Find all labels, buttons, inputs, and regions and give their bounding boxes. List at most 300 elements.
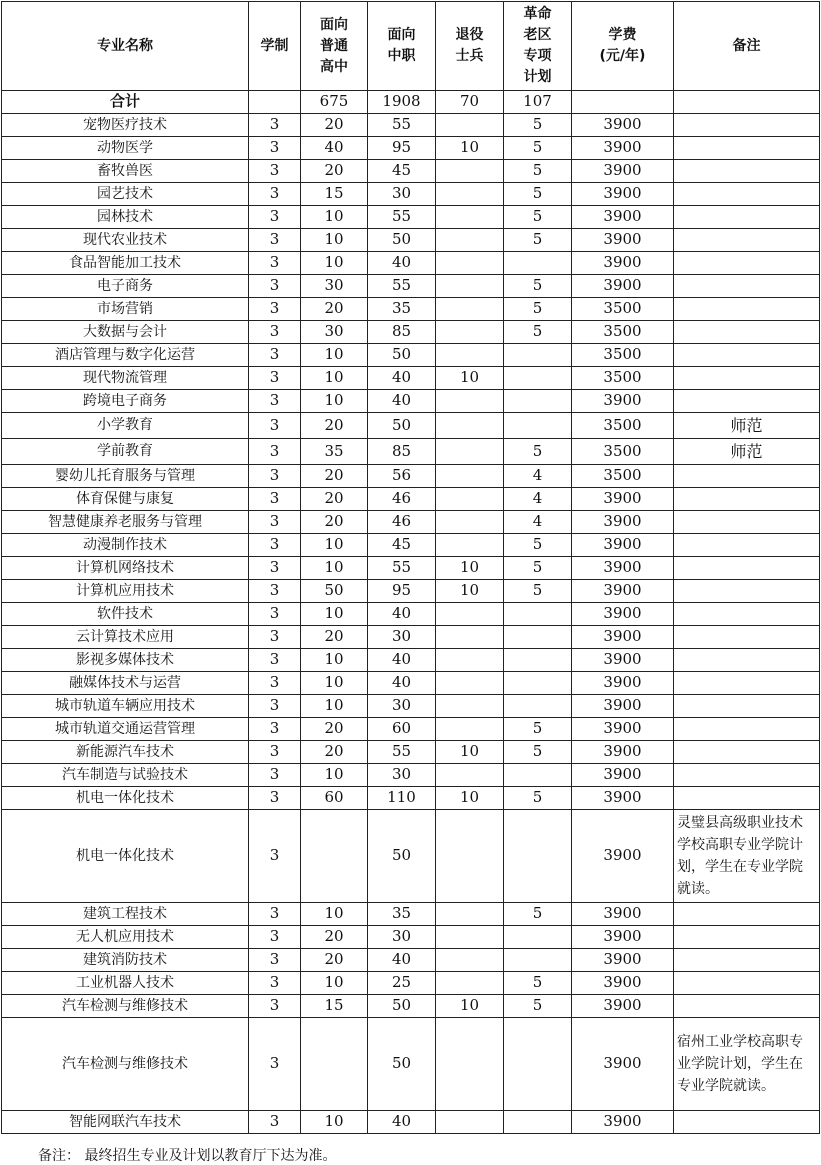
veterans-cell	[436, 344, 504, 367]
veterans-cell	[436, 972, 504, 995]
veterans-cell	[436, 229, 504, 252]
gaokao-cell: 10	[301, 206, 368, 229]
gaokao-cell: 10	[301, 672, 368, 695]
tuition-cell: 3900	[572, 626, 674, 649]
tuition-cell: 3900	[572, 488, 674, 511]
revolutionary-area-cell	[504, 603, 572, 626]
revolutionary-area-cell	[504, 626, 572, 649]
years-cell: 3	[249, 672, 301, 695]
major-name-cell: 动漫制作技术	[2, 534, 249, 557]
header-gaokao: 面向 普通 高中	[301, 2, 368, 91]
revolutionary-area-cell: 5	[504, 183, 572, 206]
gaokao-cell: 35	[301, 439, 368, 465]
zhongzhi-cell: 50	[368, 344, 436, 367]
years-cell: 3	[249, 275, 301, 298]
revolutionary-area-cell	[504, 764, 572, 787]
revolutionary-area-cell: 5	[504, 229, 572, 252]
years-cell: 3	[249, 160, 301, 183]
zhongzhi-cell: 50	[368, 229, 436, 252]
major-name-cell: 汽车检测与维修技术	[2, 995, 249, 1018]
total-years	[249, 91, 301, 114]
note-cell	[674, 298, 820, 321]
revolutionary-area-cell: 5	[504, 298, 572, 321]
veterans-cell	[436, 160, 504, 183]
enrollment-plan-table	[1, 1, 820, 1134]
revolutionary-area-cell: 5	[504, 972, 572, 995]
tuition-cell: 3900	[572, 206, 674, 229]
zhongzhi-cell: 30	[368, 183, 436, 206]
header-note: 备注	[674, 2, 820, 91]
table-row	[2, 926, 820, 949]
tuition-cell: 3900	[572, 672, 674, 695]
gaokao-cell: 20	[301, 465, 368, 488]
zhongzhi-cell: 50	[368, 995, 436, 1018]
gaokao-cell: 20	[301, 114, 368, 137]
years-cell: 3	[249, 390, 301, 413]
veterans-cell: 10	[436, 557, 504, 580]
note-cell	[674, 741, 820, 764]
tuition-cell: 3900	[572, 649, 674, 672]
table-row	[2, 183, 820, 206]
years-cell: 3	[249, 534, 301, 557]
years-cell: 3	[249, 321, 301, 344]
revolutionary-area-cell: 5	[504, 580, 572, 603]
table-row	[2, 390, 820, 413]
table-row	[2, 672, 820, 695]
zhongzhi-cell: 35	[368, 903, 436, 926]
gaokao-cell: 30	[301, 321, 368, 344]
gaokao-cell: 20	[301, 160, 368, 183]
zhongzhi-cell: 55	[368, 557, 436, 580]
tuition-cell: 3500	[572, 439, 674, 465]
tuition-cell: 3900	[572, 995, 674, 1018]
enrollment-table-container	[1, 1, 820, 1134]
major-name-cell: 计算机网络技术	[2, 557, 249, 580]
gaokao-cell: 20	[301, 298, 368, 321]
years-cell: 3	[249, 557, 301, 580]
veterans-cell	[436, 649, 504, 672]
header-zhongzhi: 面向 中职	[368, 2, 436, 91]
total-tuition	[572, 91, 674, 114]
note-cell	[674, 972, 820, 995]
table-row	[2, 949, 820, 972]
gaokao-cell: 10	[301, 603, 368, 626]
veterans-cell	[436, 511, 504, 534]
note-cell	[674, 926, 820, 949]
note-cell	[674, 534, 820, 557]
gaokao-cell: 30	[301, 275, 368, 298]
zhongzhi-cell: 40	[368, 367, 436, 390]
years-cell: 3	[249, 580, 301, 603]
zhongzhi-cell: 46	[368, 488, 436, 511]
note-cell	[674, 114, 820, 137]
tuition-cell: 3900	[572, 160, 674, 183]
major-name-cell: 宠物医疗技术	[2, 114, 249, 137]
major-name-cell: 大数据与会计	[2, 321, 249, 344]
zhongzhi-cell: 85	[368, 321, 436, 344]
revolutionary-area-cell: 5	[504, 439, 572, 465]
total-note	[674, 91, 820, 114]
years-cell: 3	[249, 626, 301, 649]
table-row	[2, 810, 820, 903]
tuition-cell: 3900	[572, 787, 674, 810]
revolutionary-area-cell: 5	[504, 741, 572, 764]
zhongzhi-cell: 40	[368, 672, 436, 695]
zhongzhi-cell: 46	[368, 511, 436, 534]
major-name-cell: 畜牧兽医	[2, 160, 249, 183]
years-cell: 3	[249, 229, 301, 252]
gaokao-cell: 15	[301, 183, 368, 206]
tuition-cell: 3900	[572, 903, 674, 926]
zhongzhi-cell: 35	[368, 298, 436, 321]
tuition-cell: 3900	[572, 390, 674, 413]
zhongzhi-cell: 40	[368, 603, 436, 626]
gaokao-cell: 20	[301, 413, 368, 439]
revolutionary-area-cell	[504, 252, 572, 275]
revolutionary-area-cell	[504, 367, 572, 390]
major-name-cell: 婴幼儿托育服务与管理	[2, 465, 249, 488]
veterans-cell	[436, 810, 504, 903]
table-row	[2, 137, 820, 160]
tuition-cell: 3900	[572, 534, 674, 557]
veterans-cell	[436, 626, 504, 649]
header-tuition: 学费 (元/年)	[572, 2, 674, 91]
table-row	[2, 344, 820, 367]
revolutionary-area-cell: 4	[504, 488, 572, 511]
tuition-cell: 3900	[572, 741, 674, 764]
total-zhongzhi: 1908	[368, 91, 436, 114]
table-row	[2, 1018, 820, 1111]
gaokao-cell	[301, 810, 368, 903]
zhongzhi-cell: 56	[368, 465, 436, 488]
tuition-cell: 3900	[572, 183, 674, 206]
revolutionary-area-cell	[504, 1018, 572, 1111]
table-row	[2, 465, 820, 488]
major-name-cell: 机电一体化技术	[2, 810, 249, 903]
revolutionary-area-cell	[504, 1111, 572, 1134]
major-name-cell: 体育保健与康复	[2, 488, 249, 511]
zhongzhi-cell: 30	[368, 764, 436, 787]
table-row	[2, 275, 820, 298]
revolutionary-area-cell: 5	[504, 275, 572, 298]
table-row	[2, 114, 820, 137]
veterans-cell	[436, 903, 504, 926]
revolutionary-area-cell: 5	[504, 534, 572, 557]
table-row	[2, 206, 820, 229]
tuition-cell: 3500	[572, 367, 674, 390]
gaokao-cell: 60	[301, 787, 368, 810]
major-name-cell: 动物医学	[2, 137, 249, 160]
table-row	[2, 534, 820, 557]
veterans-cell	[436, 183, 504, 206]
years-cell: 3	[249, 926, 301, 949]
table-row	[2, 787, 820, 810]
veterans-cell: 10	[436, 787, 504, 810]
table-row	[2, 511, 820, 534]
years-cell: 3	[249, 603, 301, 626]
years-cell: 3	[249, 764, 301, 787]
major-name-cell: 智能网联汽车技术	[2, 1111, 249, 1134]
years-cell: 3	[249, 695, 301, 718]
years-cell: 3	[249, 252, 301, 275]
major-name-cell: 建筑消防技术	[2, 949, 249, 972]
note-cell	[674, 511, 820, 534]
note-cell	[674, 787, 820, 810]
gaokao-cell: 20	[301, 511, 368, 534]
veterans-cell	[436, 926, 504, 949]
tuition-cell: 3900	[572, 972, 674, 995]
major-name-cell: 建筑工程技术	[2, 903, 249, 926]
revolutionary-area-cell: 4	[504, 465, 572, 488]
tuition-cell: 3900	[572, 114, 674, 137]
years-cell: 3	[249, 367, 301, 390]
note-cell	[674, 949, 820, 972]
note-cell	[674, 557, 820, 580]
tuition-cell: 3500	[572, 465, 674, 488]
table-row	[2, 764, 820, 787]
revolutionary-area-cell: 5	[504, 160, 572, 183]
tuition-cell: 3900	[572, 949, 674, 972]
veterans-cell	[436, 764, 504, 787]
gaokao-cell: 10	[301, 903, 368, 926]
major-name-cell: 机电一体化技术	[2, 787, 249, 810]
years-cell: 3	[249, 949, 301, 972]
years-cell: 3	[249, 903, 301, 926]
note-cell	[674, 695, 820, 718]
gaokao-cell: 20	[301, 926, 368, 949]
note-cell	[674, 465, 820, 488]
note-cell	[674, 580, 820, 603]
revolutionary-area-cell	[504, 695, 572, 718]
veterans-cell	[436, 949, 504, 972]
note-cell	[674, 321, 820, 344]
zhongzhi-cell: 30	[368, 626, 436, 649]
years-cell: 3	[249, 183, 301, 206]
tuition-cell: 3900	[572, 764, 674, 787]
revolutionary-area-cell	[504, 344, 572, 367]
major-name-cell: 酒店管理与数字化运营	[2, 344, 249, 367]
tuition-cell: 3900	[572, 603, 674, 626]
table-row	[2, 229, 820, 252]
zhongzhi-cell: 40	[368, 949, 436, 972]
revolutionary-area-cell	[504, 810, 572, 903]
gaokao-cell: 10	[301, 557, 368, 580]
total-label: 合计	[2, 91, 249, 114]
revolutionary-area-cell: 5	[504, 206, 572, 229]
gaokao-cell: 20	[301, 741, 368, 764]
gaokao-cell: 20	[301, 626, 368, 649]
years-cell: 3	[249, 972, 301, 995]
major-name-cell: 城市轨道交通运营管理	[2, 718, 249, 741]
gaokao-cell: 10	[301, 367, 368, 390]
years-cell: 3	[249, 344, 301, 367]
gaokao-cell	[301, 1018, 368, 1111]
table-row	[2, 580, 820, 603]
years-cell: 3	[249, 465, 301, 488]
tuition-cell: 3900	[572, 229, 674, 252]
revolutionary-area-cell: 5	[504, 557, 572, 580]
tuition-cell: 3900	[572, 718, 674, 741]
note-cell	[674, 718, 820, 741]
major-name-cell: 智慧健康养老服务与管理	[2, 511, 249, 534]
tuition-cell: 3500	[572, 321, 674, 344]
zhongzhi-cell: 110	[368, 787, 436, 810]
revolutionary-area-cell: 5	[504, 114, 572, 137]
zhongzhi-cell: 45	[368, 534, 436, 557]
table-row	[2, 741, 820, 764]
footer-note: 备注： 最终招生专业及计划以教育厅下达为准。	[38, 1148, 337, 1164]
gaokao-cell: 10	[301, 1111, 368, 1134]
note-cell	[674, 252, 820, 275]
table-row	[2, 972, 820, 995]
veterans-cell	[436, 534, 504, 557]
major-name-cell: 园艺技术	[2, 183, 249, 206]
table-row	[2, 626, 820, 649]
years-cell: 3	[249, 995, 301, 1018]
major-name-cell: 现代农业技术	[2, 229, 249, 252]
zhongzhi-cell: 55	[368, 275, 436, 298]
years-cell: 3	[249, 439, 301, 465]
major-name-cell: 云计算技术应用	[2, 626, 249, 649]
zhongzhi-cell: 95	[368, 580, 436, 603]
total-gaokao: 675	[301, 91, 368, 114]
zhongzhi-cell: 60	[368, 718, 436, 741]
major-name-cell: 汽车制造与试验技术	[2, 764, 249, 787]
note-cell	[674, 603, 820, 626]
veterans-cell	[436, 298, 504, 321]
table-row	[2, 649, 820, 672]
revolutionary-area-cell	[504, 390, 572, 413]
major-name-cell: 无人机应用技术	[2, 926, 249, 949]
note-cell	[674, 488, 820, 511]
veterans-cell	[436, 321, 504, 344]
note-cell	[674, 1111, 820, 1134]
tuition-cell: 3500	[572, 413, 674, 439]
gaokao-cell: 10	[301, 972, 368, 995]
gaokao-cell: 20	[301, 949, 368, 972]
tuition-cell: 3900	[572, 1018, 674, 1111]
zhongzhi-cell: 50	[368, 1018, 436, 1111]
total-veterans: 70	[436, 91, 504, 114]
years-cell: 3	[249, 488, 301, 511]
zhongzhi-cell: 50	[368, 413, 436, 439]
veterans-cell	[436, 603, 504, 626]
zhongzhi-cell: 40	[368, 252, 436, 275]
veterans-cell: 10	[436, 995, 504, 1018]
revolutionary-area-cell: 5	[504, 137, 572, 160]
table-row	[2, 367, 820, 390]
years-cell: 3	[249, 649, 301, 672]
note-cell	[674, 672, 820, 695]
years-cell: 3	[249, 114, 301, 137]
zhongzhi-cell: 30	[368, 926, 436, 949]
tuition-cell: 3900	[572, 511, 674, 534]
header-major-name: 专业名称	[2, 2, 249, 91]
years-cell: 3	[249, 718, 301, 741]
table-row	[2, 695, 820, 718]
revolutionary-area-cell: 5	[504, 718, 572, 741]
gaokao-cell: 40	[301, 137, 368, 160]
gaokao-cell: 50	[301, 580, 368, 603]
veterans-cell	[436, 695, 504, 718]
veterans-cell	[436, 672, 504, 695]
major-name-cell: 融媒体技术与运营	[2, 672, 249, 695]
gaokao-cell: 20	[301, 488, 368, 511]
zhongzhi-cell: 40	[368, 649, 436, 672]
table-row	[2, 439, 820, 465]
major-name-cell: 新能源汽车技术	[2, 741, 249, 764]
revolutionary-area-cell: 5	[504, 321, 572, 344]
zhongzhi-cell: 40	[368, 390, 436, 413]
years-cell: 3	[249, 298, 301, 321]
major-name-cell: 影视多媒体技术	[2, 649, 249, 672]
table-row	[2, 252, 820, 275]
veterans-cell	[436, 488, 504, 511]
gaokao-cell: 10	[301, 229, 368, 252]
gaokao-cell: 20	[301, 718, 368, 741]
gaokao-cell: 10	[301, 534, 368, 557]
table-row	[2, 603, 820, 626]
zhongzhi-cell: 85	[368, 439, 436, 465]
revolutionary-area-cell: 5	[504, 787, 572, 810]
note-cell	[674, 626, 820, 649]
revolutionary-area-cell	[504, 413, 572, 439]
table-row	[2, 995, 820, 1018]
veterans-cell	[436, 206, 504, 229]
veterans-cell	[436, 390, 504, 413]
major-name-cell: 跨境电子商务	[2, 390, 249, 413]
major-name-cell: 计算机应用技术	[2, 580, 249, 603]
note-cell	[674, 183, 820, 206]
veterans-cell	[436, 275, 504, 298]
gaokao-cell: 10	[301, 252, 368, 275]
years-cell: 3	[249, 741, 301, 764]
gaokao-cell: 10	[301, 649, 368, 672]
revolutionary-area-cell: 4	[504, 511, 572, 534]
note-cell	[674, 995, 820, 1018]
veterans-cell	[436, 413, 504, 439]
total-revolutionary-area: 107	[504, 91, 572, 114]
tuition-cell: 3900	[572, 252, 674, 275]
revolutionary-area-cell: 5	[504, 903, 572, 926]
tuition-cell: 3900	[572, 695, 674, 718]
note-cell	[674, 649, 820, 672]
table-row	[2, 413, 820, 439]
header-veterans: 退役 士兵	[436, 2, 504, 91]
years-cell: 3	[249, 1018, 301, 1111]
note-cell	[674, 206, 820, 229]
table-row	[2, 903, 820, 926]
table-row	[2, 160, 820, 183]
tuition-cell: 3900	[572, 926, 674, 949]
table-row	[2, 321, 820, 344]
major-name-cell: 汽车检测与维修技术	[2, 1018, 249, 1111]
note-cell	[674, 390, 820, 413]
zhongzhi-cell: 95	[368, 137, 436, 160]
note-cell	[674, 344, 820, 367]
header-revolutionary-area: 革命 老区 专项 计划	[504, 2, 572, 91]
gaokao-cell: 10	[301, 344, 368, 367]
note-cell	[674, 137, 820, 160]
years-cell: 3	[249, 787, 301, 810]
gaokao-cell: 10	[301, 695, 368, 718]
note-cell	[674, 275, 820, 298]
revolutionary-area-cell	[504, 672, 572, 695]
tuition-cell: 3500	[572, 344, 674, 367]
tuition-cell: 3900	[572, 275, 674, 298]
tuition-cell: 3900	[572, 137, 674, 160]
revolutionary-area-cell	[504, 649, 572, 672]
